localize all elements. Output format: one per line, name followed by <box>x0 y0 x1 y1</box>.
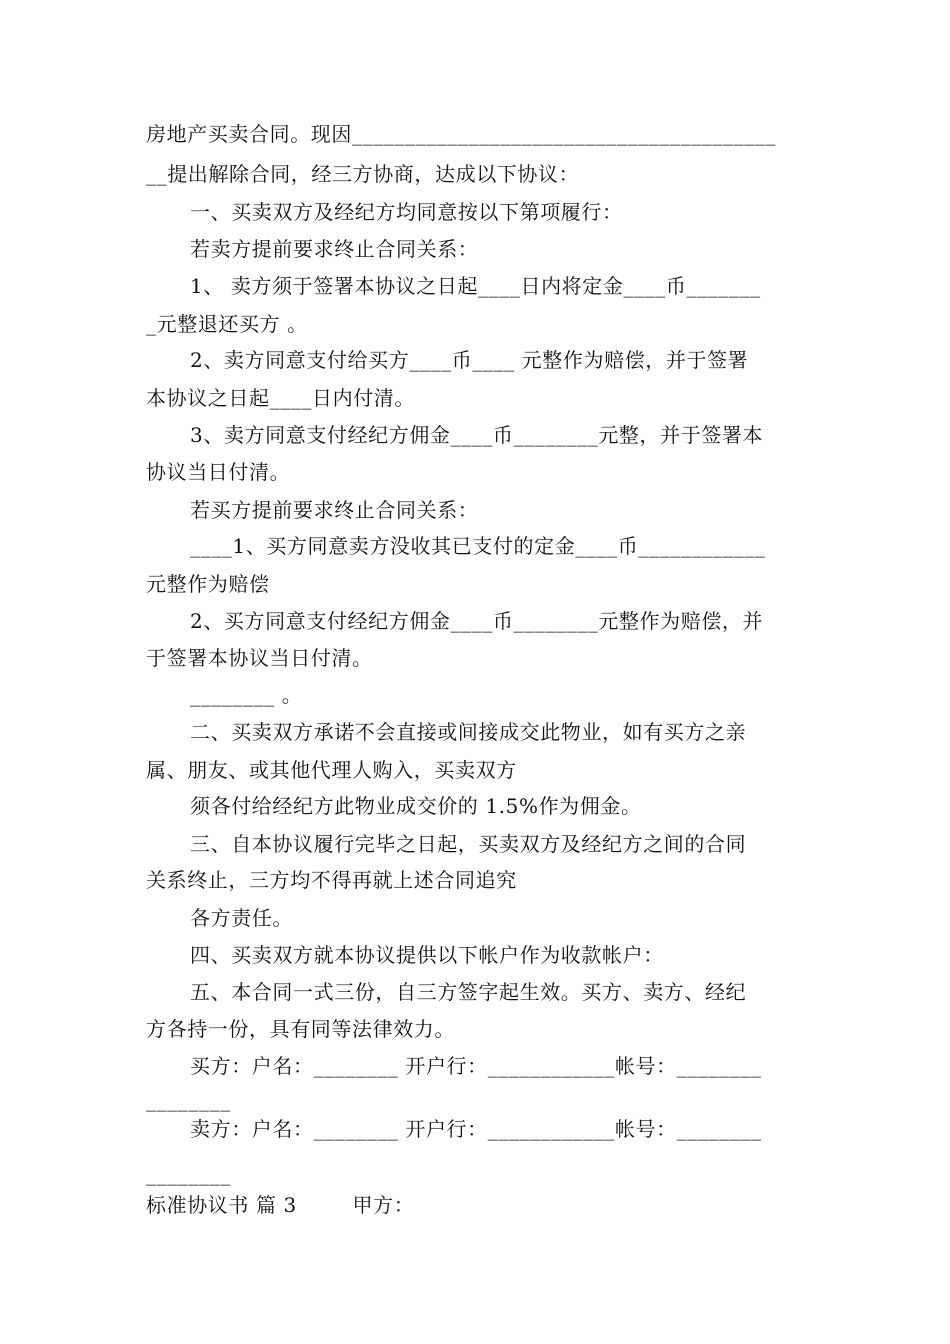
text-line: 3、卖方同意支付经纪方佣金____币________元整，并于签署本 <box>190 423 764 447</box>
text-line: 各方责任。 <box>190 906 293 930</box>
section-heading: 标准协议书 篇 3 甲方： <box>146 1193 415 1217</box>
text-line: 买方：户名：________ 开户行：____________帐号：________ <box>190 1054 762 1078</box>
text-line: __提出解除合同，经三方协商，达成以下协议： <box>146 162 580 186</box>
text-line: 1、 卖方须于签署本协议之日起____日内将定金____币_______ <box>190 274 761 298</box>
text-line: ________ 。 <box>190 683 303 707</box>
text-line: 二、买卖双方承诺不会直接或间接成交此物业，如有买方之亲 <box>190 720 747 744</box>
text-line: 房地产买卖合同。现因________________________________________ <box>146 122 776 146</box>
text-line: 若买方提前要求终止合同关系： <box>190 498 479 522</box>
text-line: 卖方：户名：________ 开户行：____________帐号：________ <box>190 1117 762 1141</box>
text-line: ________ <box>146 1162 231 1186</box>
text-line: 须各付给经纪方此物业成交价的 1.5%作为佣金。 <box>190 794 642 818</box>
text-line: 2、卖方同意支付给买方____币____ 元整作为赔偿，并于签署 <box>190 348 749 372</box>
text-line: _元整退还买方 。 <box>146 312 308 336</box>
text-line: 属、朋友、或其他代理人购入，买卖双方 <box>146 758 517 782</box>
text-line: ________ <box>146 1088 231 1112</box>
text-line: 关系终止，三方均不得再就上述合同追究 <box>146 868 517 892</box>
text-line: 若卖方提前要求终止合同关系： <box>190 237 479 261</box>
text-line: 方各持一份，具有同等法律效力。 <box>146 1017 455 1041</box>
text-line: 一、买卖双方及经纪方均同意按以下第项履行： <box>190 200 623 224</box>
text-line: 协议当日付清。 <box>146 460 291 484</box>
text-line: 元整作为赔偿 <box>146 572 270 596</box>
text-line: 五、本合同一式三份，自三方签字起生效。买方、卖方、经纪 <box>190 980 747 1004</box>
text-line: ____1、买方同意卖方没收其已支付的定金____币____________ <box>190 534 766 558</box>
text-line: 本协议之日起____日内付清。 <box>146 386 415 410</box>
text-line: 四、买卖双方就本协议提供以下帐户作为收款帐户： <box>190 943 664 967</box>
text-line: 三、自本协议履行完毕之日起，买卖双方及经纪方之间的合同 <box>190 832 747 856</box>
text-line: 2、买方同意支付经纪方佣金____币________元整作为赔偿，并 <box>190 609 764 633</box>
text-line: 于签署本协议当日付清。 <box>146 646 373 670</box>
